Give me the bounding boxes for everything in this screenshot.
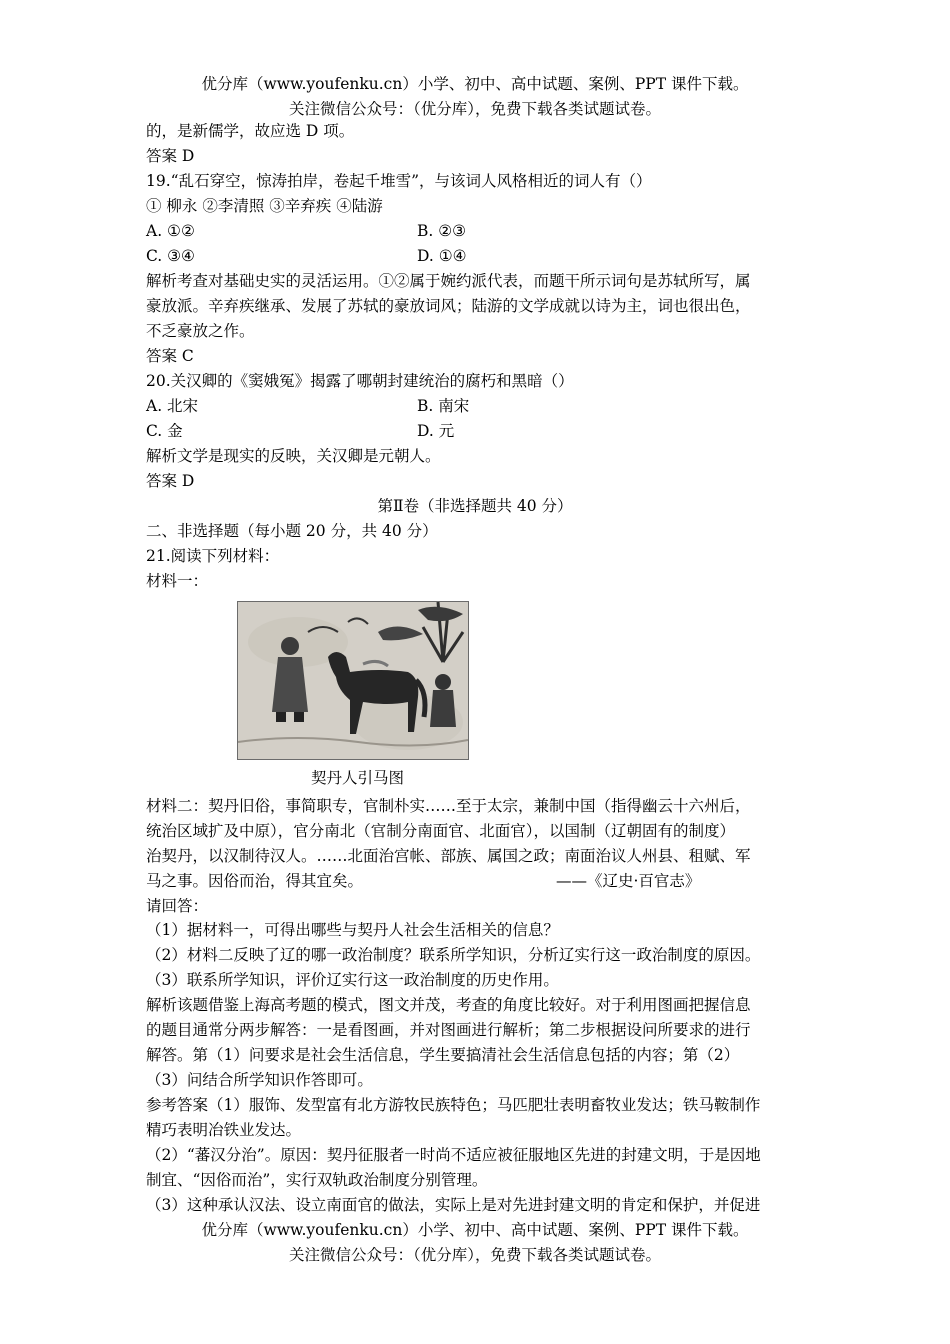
q19-stem: 19.“乱石穿空，惊涛拍岸，卷起千堆雪”，与该词人风格相近的词人有（） — [146, 172, 652, 190]
q18-analysis-tail: 的，是新儒学，故应选 D 项。 — [146, 122, 355, 140]
sub-question-3: （3）联系所学知识，评价辽实行这一政治制度的历史作用。 — [146, 971, 559, 989]
q20-answer: 答案 D — [146, 472, 195, 490]
q20-analysis: 解析文学是现实的反映，关汉卿是元朝人。 — [146, 447, 441, 465]
material-2-line-2: 统治区域扩及中原），官分南北（官制分南面官、北面官），以国制（辽朝固有的制度） — [146, 822, 736, 840]
q20-option-b: B. 南宋 — [417, 397, 470, 415]
q19-option-a: A. ①② — [146, 222, 195, 240]
khitan-horse-painting-image — [237, 601, 469, 760]
q21-analysis-3: 解答。第（1）问要求是社会生活信息，学生要搞清社会生活信息包括的内容；第（2） — [146, 1046, 740, 1064]
q19-items: ① 柳永 ②李清照 ③辛弃疾 ④陆游 — [146, 197, 383, 215]
q20-option-c: C. 金 — [146, 422, 183, 440]
q19-answer: 答案 C — [146, 347, 194, 365]
section-heading: 二、非选择题（每小题 20 分，共 40 分） — [146, 522, 438, 540]
q19-analysis-3: 不乏豪放之作。 — [146, 322, 255, 340]
material-2-line-1: 材料二：契丹旧俗，事简职专，官制朴实……至于太宗，兼制中国（指得幽云十六州后， — [146, 797, 751, 815]
q19-option-b: B. ②③ — [417, 222, 467, 240]
q19-analysis-2: 豪放派。辛弃疾继承、发展了苏轼的豪放词风；陆游的文学成就以诗为主，词也很出色， — [146, 297, 751, 315]
material-2-line-3: 治契丹，以汉制待汉人。……北面治宫帐、部族、属国之政；南面治议人州县、租赋、军 — [146, 847, 751, 865]
q20-option-d: D. 元 — [417, 422, 455, 440]
q21-stem: 21.阅读下列材料： — [146, 547, 280, 565]
material-2-source: ——《辽史·百官志》 — [556, 872, 701, 890]
footer-line-1: 优分库（www.youfenku.cn）小学、初中、高中试题、案例、PPT 课件下载。 — [201, 1221, 749, 1239]
header-line-1: 优分库（www.youfenku.cn）小学、初中、高中试题、案例、PPT 课件下载。 — [201, 75, 749, 93]
q18-answer: 答案 D — [146, 147, 195, 165]
material-2-line-4: 马之事。因俗而治，得其宜矣。 — [146, 872, 364, 890]
reference-answer-2: 精巧表明冶铁业发达。 — [146, 1121, 302, 1139]
header-line-2: 关注微信公众号：（优分库），免费下载各类试题试卷。 — [288, 100, 661, 118]
q21-analysis-1: 解析该题借鉴上海高考题的模式，图文并茂，考查的角度比较好。对于利用图画把握信息 — [146, 996, 751, 1014]
sub-question-2: （2）材料二反映了辽的哪一政治制度？联系所学知识，分析辽实行这一政治制度的原因。 — [146, 946, 761, 964]
q20-stem: 20.关汉卿的《窦娥冤》揭露了哪朝封建统治的腐朽和黑暗（） — [146, 372, 574, 390]
khitan-horse-painting — [238, 602, 468, 759]
reference-answer-5: （3）这种承认汉法、设立南面官的做法，实际上是对先进封建文明的肯定和保护，并促进 — [146, 1196, 761, 1214]
q19-option-c: C. ③④ — [146, 247, 195, 265]
reference-answer-1: 参考答案（1）服饰、发型富有北方游牧民族特色；马匹肥壮表明畜牧业发达；铁马鞍制作 — [146, 1096, 761, 1114]
q20-option-a: A. 北宋 — [146, 397, 199, 415]
image-caption: 契丹人引马图 — [311, 769, 405, 787]
q19-analysis-1: 解析考查对基础史实的灵活运用。①②属于婉约派代表，而题干所示词句是苏轼所写，属 — [146, 272, 751, 290]
q21-analysis-2: 的题目通常分两步解答：一是看图画，并对图画进行解析；第二步根据设问所要求的进行 — [146, 1021, 751, 1039]
reference-answer-3: （2）“蕃汉分治”。原因：契丹征服者一时尚不适应被征服地区先进的封建文明，于是因地 — [146, 1146, 761, 1164]
sub-question-1: （1）据材料一，可得出哪些与契丹人社会生活相关的信息？ — [146, 921, 559, 939]
reference-answer-4: 制宜、“因俗而治”，实行双轨政治制度分别管理。 — [146, 1171, 488, 1189]
please-answer: 请回答： — [146, 897, 209, 915]
footer-line-2: 关注微信公众号：（优分库），免费下载各类试题试卷。 — [288, 1246, 661, 1264]
material-1-label: 材料一： — [146, 572, 209, 590]
q19-option-d: D. ①④ — [417, 247, 467, 265]
q21-analysis-4: （3）问结合所学知识作答即可。 — [146, 1071, 373, 1089]
part2-title: 第Ⅱ卷（非选择题共 40 分） — [377, 497, 573, 515]
